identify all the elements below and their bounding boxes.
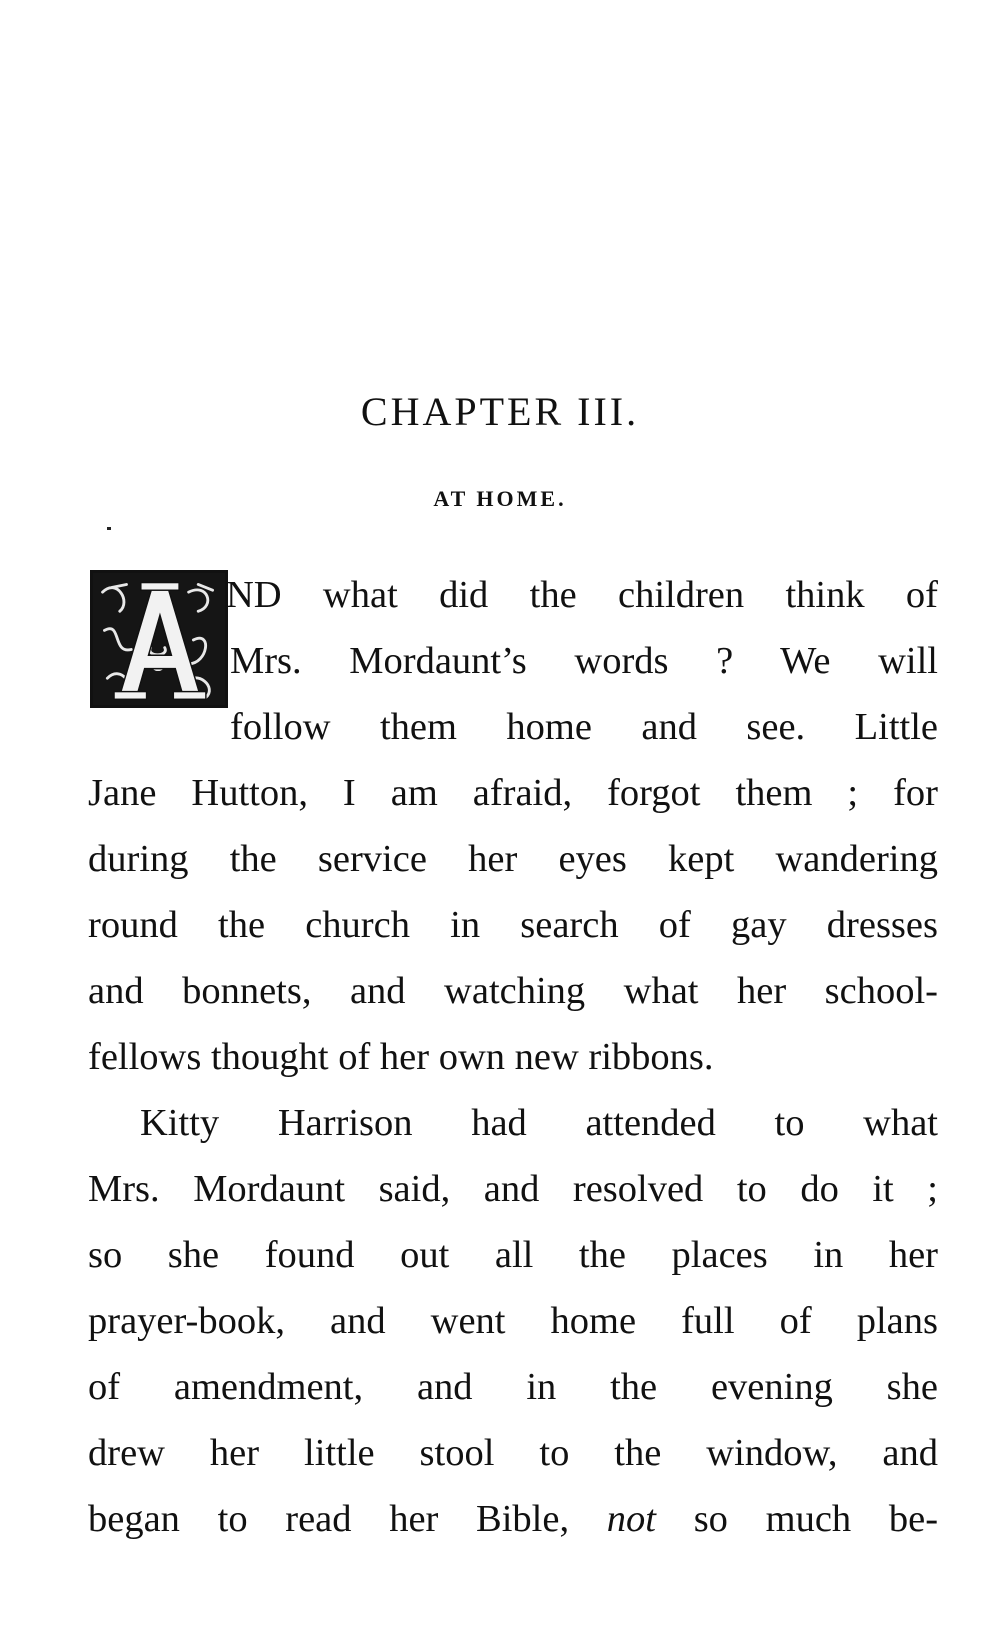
text-line: Kitty Harrison had attended to what (140, 1102, 938, 1144)
text-line: of amendment, and in the evening she (88, 1366, 938, 1408)
text-segment: so much be- (693, 1498, 939, 1540)
text-line: ND what did the children think of (226, 574, 938, 616)
text-line: and bonnets, and watching what her school- (88, 970, 938, 1012)
text-line: Jane Hutton, I am afraid, forgot them ; for (88, 772, 938, 814)
text-segment: began to read her Bible, (88, 1498, 570, 1540)
emphasis-word: not (606, 1498, 656, 1540)
text-line: round the church in search of gay dresses (88, 904, 938, 946)
text-line-last (88, 1486, 938, 1552)
text-line: follow them home and see. Little (230, 706, 938, 748)
body-text (88, 562, 938, 1552)
text-line: Mrs. Mordaunt said, and resolved to do it ; (88, 1168, 938, 1210)
text-line: fellows thought of her own new ribbons. (88, 1036, 714, 1078)
text-line: Mrs. Mordaunt’s words ? We will (230, 640, 938, 682)
chapter-subtitle: AT HOME. (433, 486, 567, 511)
text-line: so she found out all the places in her (88, 1234, 938, 1276)
chapter-title: CHAPTER III. (360, 389, 640, 434)
text-line: during the service her eyes kept wandering (88, 838, 938, 880)
text-line: drew her little stool to the window, and (88, 1432, 938, 1474)
print-speck (107, 527, 111, 530)
text-line: prayer-book, and went home full of plans (88, 1300, 938, 1342)
